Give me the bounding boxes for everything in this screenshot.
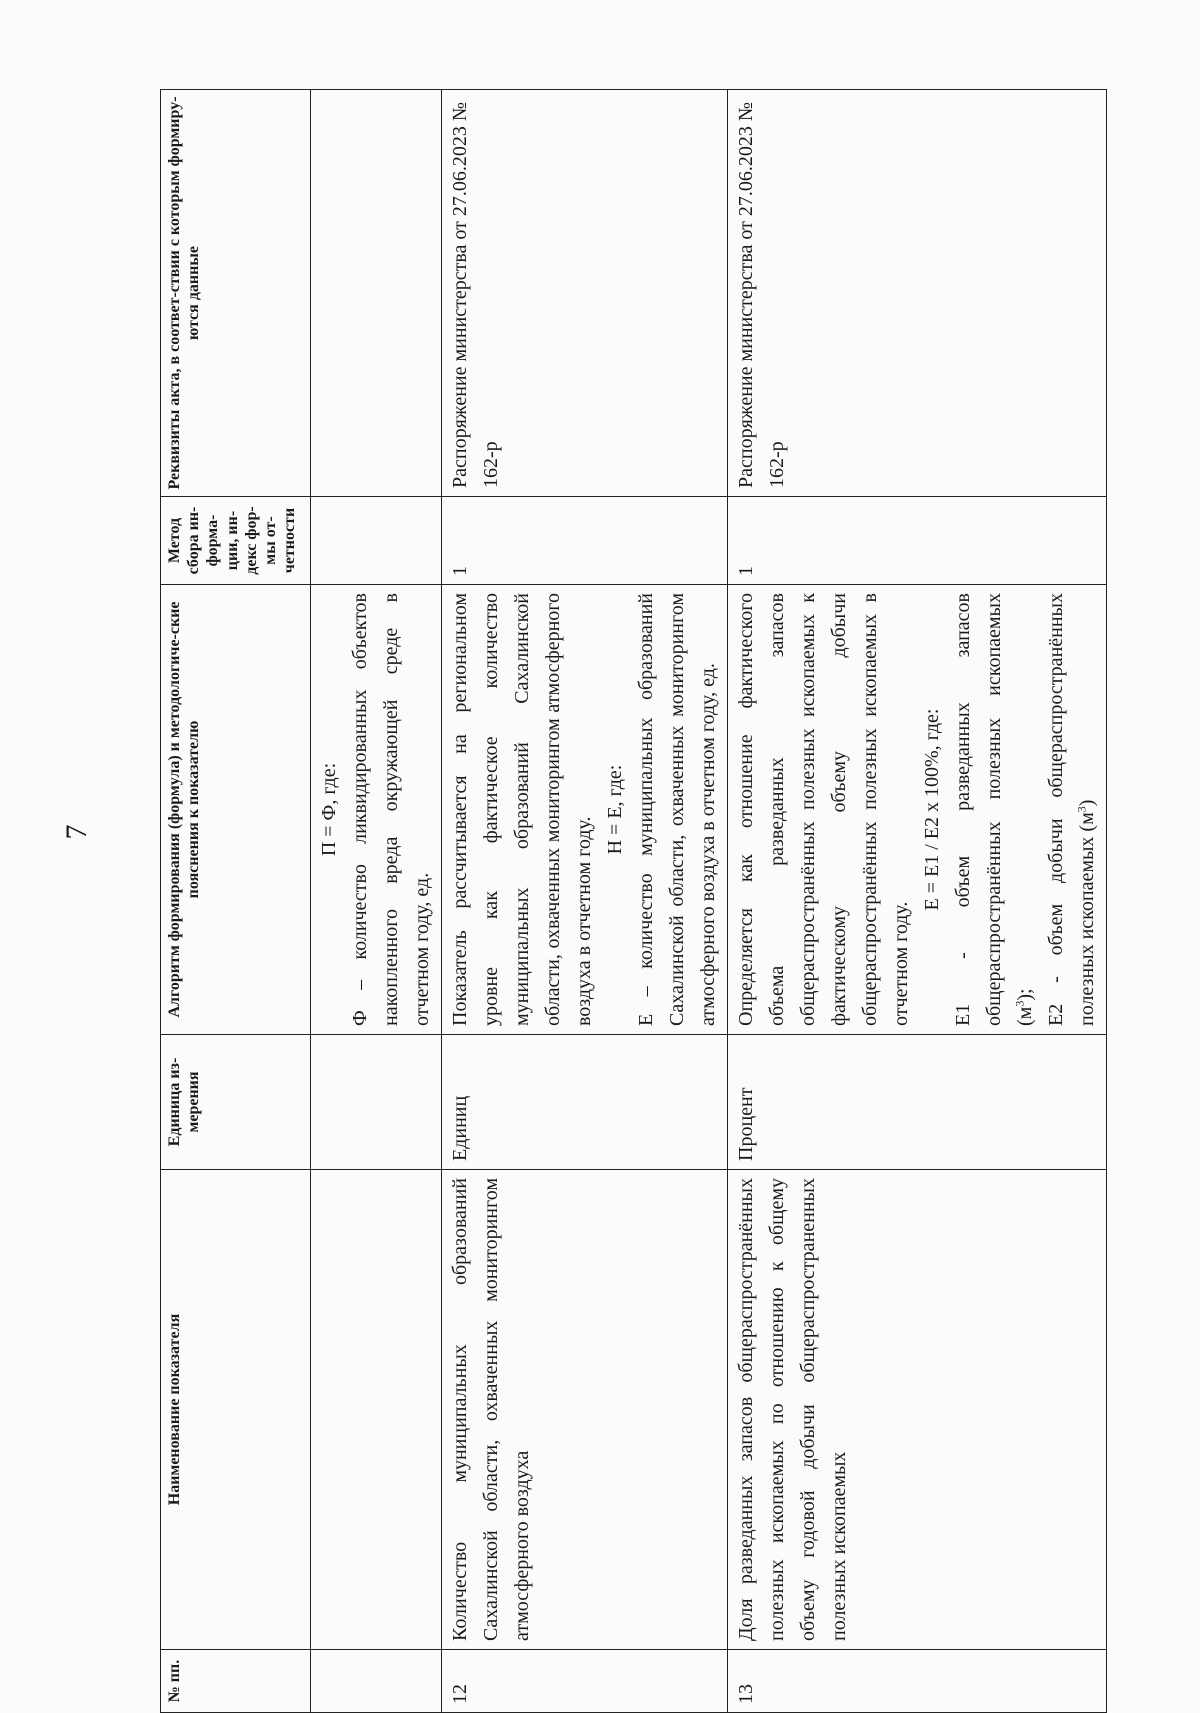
cell-act: Распоряжение министерства от 27.06.2023 № 162-р: [442, 90, 728, 497]
e1-text: Е1 - объем разведанных запасов общераспространённых полезных ископаемых (м: [952, 593, 1036, 1026]
cell-no: 12: [442, 1650, 728, 1713]
cell-name: Количество муниципальных образований Сахалинской области, охваченных мониторингом атмосферного воздуха: [442, 1170, 728, 1650]
formula: Е = Е1 / Е2 х 100%, где:: [921, 708, 943, 911]
cell-unit: Единиц: [442, 1035, 728, 1170]
cell-method: 1: [728, 497, 1107, 585]
cell-no: 13: [728, 1650, 1107, 1713]
e1-tail: );: [1014, 988, 1036, 1001]
algorithm-intro: Показатель рассчитывается на региональном уровне как фактическое количество муниципальных образований Сахалинской области, охваченных мониторингом атмосферного воздуха в отчетном году.: [449, 593, 595, 1026]
header-act: Реквизиты акта, в соответ-ствии с которым формиру-ются данные: [161, 90, 311, 497]
superscript: 3: [1012, 1000, 1027, 1007]
formula: П = Ф, где:: [318, 762, 340, 857]
header-row: [161, 90, 311, 1713]
cell-method: 1: [442, 497, 728, 585]
formula-description: Е – количество муниципальных образований Сахалинской области, охваченных мониторингом атмосферного воздуха в отчетном году, ед.: [635, 593, 719, 1026]
header-name: Наименование показателя: [161, 1170, 311, 1650]
cell-unit: [311, 1035, 442, 1170]
header-method: Метод сбора ин-форма-ции, ин-декс фор-мы от-четности: [161, 497, 311, 585]
cell-method: [311, 497, 442, 585]
formula-variable-e2: [1041, 593, 1103, 1026]
cell-name: [311, 1170, 442, 1650]
table-row: [728, 90, 1107, 1713]
e2-text: Е2 - объем добычи общераспространённых полезных ископаемых (м: [1045, 593, 1098, 1026]
cell-algorithm: [442, 585, 728, 1035]
cell-no: [311, 1650, 442, 1713]
e2-tail: ): [1076, 799, 1098, 807]
table-row: [442, 90, 728, 1713]
cell-algorithm: [728, 585, 1107, 1035]
superscript: 3: [1074, 806, 1089, 813]
page-number: 7: [60, 824, 93, 840]
algorithm-intro: Определяется как отношение фактического объема разведанных запасов общераспространённых полезных ископаемых к фактическому объему добычи общераспространённых полезных ископаемых в отчетном году.: [735, 593, 912, 1026]
header-unit: Единица из-мерения: [161, 1035, 311, 1170]
formula-description: Ф – количество ликвидированных объектов накопленного вреда окружающей среде в отчетном году, ед.: [349, 593, 433, 1026]
cell-unit: Процент: [728, 1035, 1107, 1170]
header-algorithm: Алгоритм формирования (формула) и методологиче-ские пояснения к показателю: [161, 585, 311, 1035]
table-row: [311, 90, 442, 1713]
indicator-table: [160, 89, 1107, 1713]
formula: Н = Е, где:: [604, 764, 626, 855]
cell-act: [311, 90, 442, 497]
header-no: № пп.: [161, 1650, 311, 1713]
formula-variable-e1: [948, 593, 1041, 1026]
cell-name: Доля разведанных запасов общераспространённых полезных ископаемых по отношению к общему объему годовой добычи общераспространенных полезных ископаемых: [728, 1170, 1107, 1650]
cell-algorithm: [311, 585, 442, 1035]
indicator-table-wrapper: [160, 90, 1098, 1713]
cell-act: Распоряжение министерства от 27.06.2023 № 162-р: [728, 90, 1107, 497]
